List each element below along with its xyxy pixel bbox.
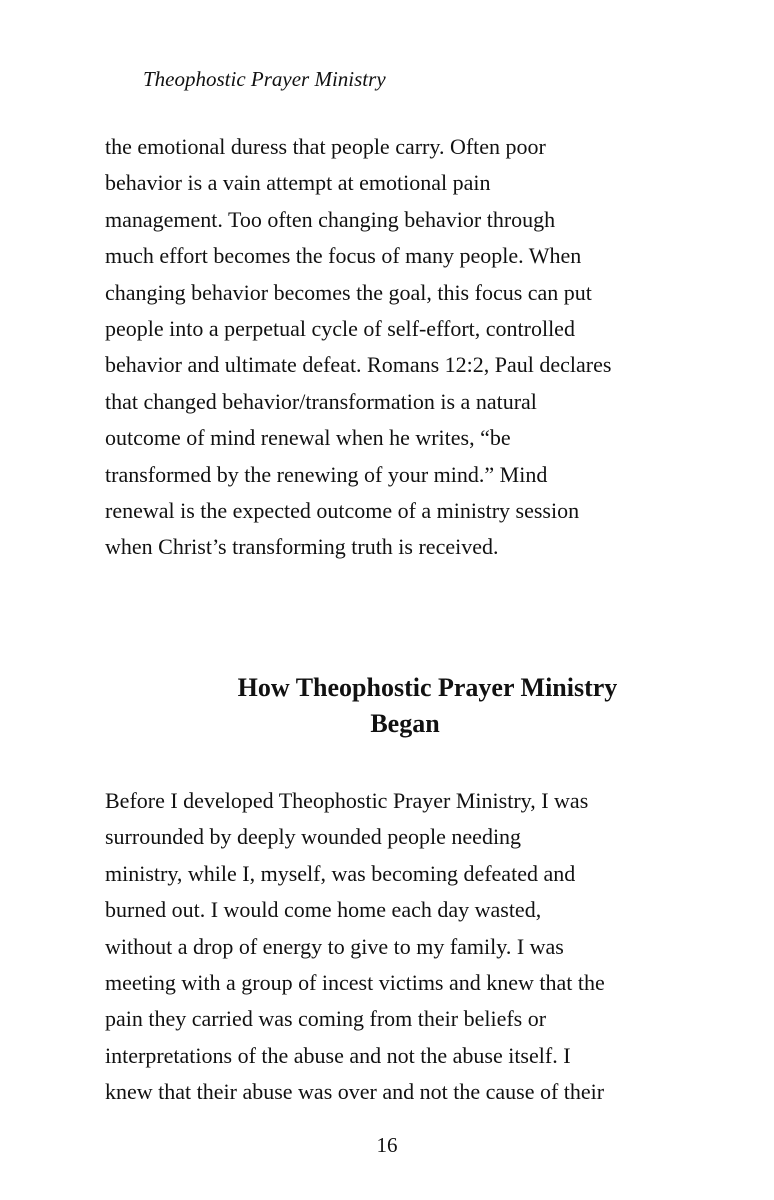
text-line: behavior and ultimate defeat. Romans 12:2, Paul declares [105,352,612,378]
text-line: without a drop of energy to give to my family. I was [105,933,564,959]
text-line: that changed behavior/transformation is a natural [105,388,537,414]
text-line: much effort becomes the focus of many people. When [105,243,582,269]
text-line: meeting with a group of incest victims and knew that the [105,969,605,995]
text-line: surrounded by deeply wounded people needing [105,824,522,850]
running-header-title: Theophostic Prayer Ministry [143,67,386,91]
text-line: interpretations of the abuse and not the abuse itself. I [105,1042,571,1068]
text-line: pain they carried was coming from their beliefs or [105,1006,547,1032]
text-line: the emotional duress that people carry. Often poor [105,134,546,159]
text-line: when Christ’s transforming truth is received. [105,534,499,560]
text-line: knew that their abuse was over and not the cause of their [105,1079,605,1105]
section-heading-line: Began [370,709,440,738]
text-line: ministry, while I, myself, was becoming defeated and [105,860,576,886]
body-paragraph-1 [105,129,705,566]
text-line: people into a perpetual cycle of self-effort, controlled [105,315,575,341]
body-paragraph-2 [105,783,705,1111]
text-line: Before I developed Theophostic Prayer Ministry, I was [105,788,589,813]
text-line: changing behavior becomes the goal, this focus can put [105,279,592,305]
section-heading [105,670,705,742]
text-line: behavior is a vain attempt at emotional pain [105,170,491,196]
page-number: 16 [376,1133,398,1157]
section-heading-line: How Theophostic Prayer Ministry [237,673,618,702]
text-line: outcome of mind renewal when he writes, “be [105,425,511,451]
text-line: renewal is the expected outcome of a ministry session [105,497,580,523]
text-line: burned out. I would come home each day wasted, [105,897,542,923]
text-line: management. Too often changing behavior through [105,206,556,232]
text-line: transformed by the renewing of your mind.” Mind [105,461,548,487]
